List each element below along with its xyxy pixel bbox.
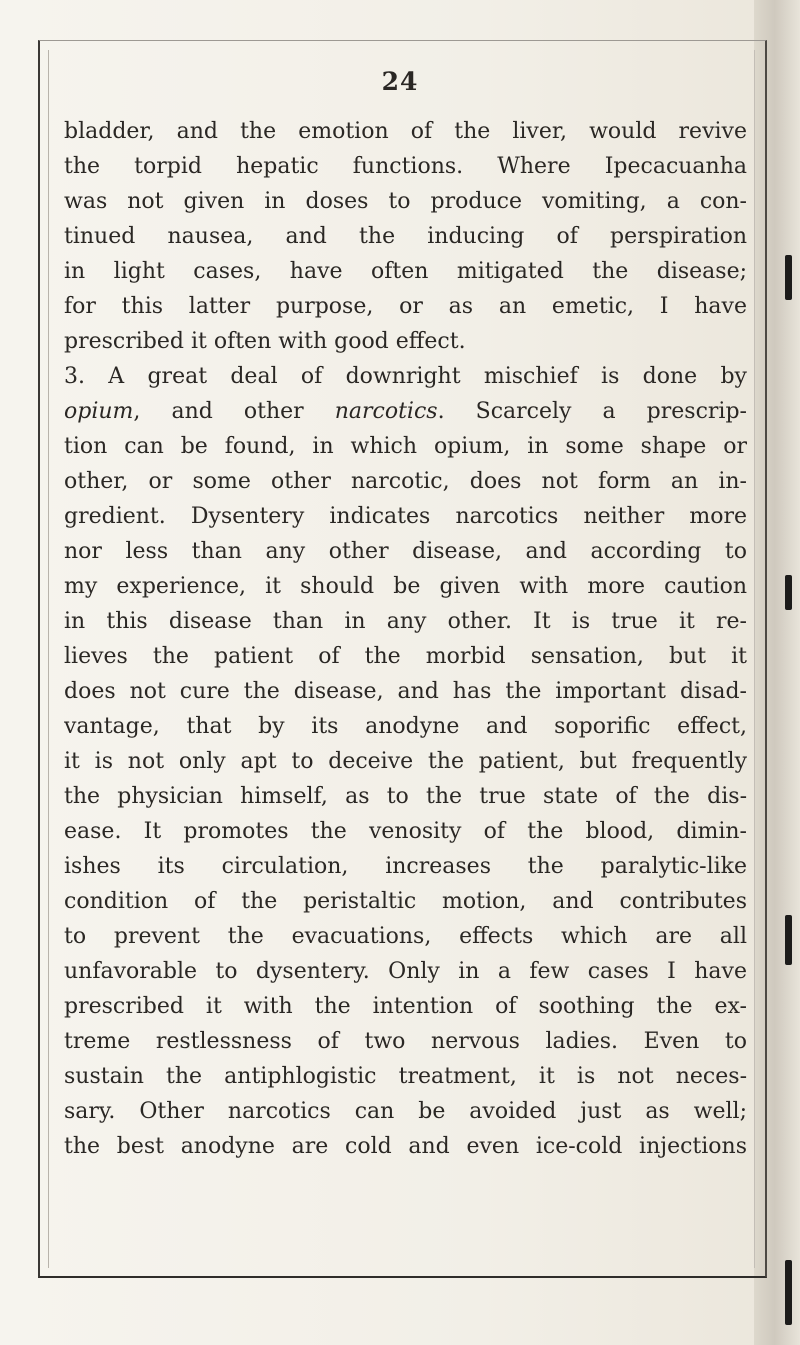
gutter-ink-mark xyxy=(785,575,792,610)
text-line-16: lieves the patient of the morbid sensation, but it xyxy=(64,644,747,669)
emphasis-word: opium xyxy=(64,399,134,424)
text-line-5: in light cases, have often mitigated the disease; xyxy=(64,259,747,284)
text-line-14: my experience, it should be given with more caution xyxy=(64,574,747,599)
text-line-3: was not given in doses to produce vomiting, a con- xyxy=(64,189,747,214)
text-line-27: treme restlessness of two nervous ladies. Even to xyxy=(64,1029,747,1054)
text-line-4: tinued nausea, and the inducing of perspiration xyxy=(64,224,747,249)
page-number: 24 xyxy=(381,67,419,96)
text-line-1: bladder, and the emotion of the liver, would revive xyxy=(64,119,747,144)
text-line-6: for this latter purpose, or as an emetic, I have xyxy=(64,294,747,319)
gutter-ink-mark xyxy=(785,255,792,300)
text-line-11: other, or some other narcotic, does not form an in- xyxy=(64,469,747,494)
text-line-13: nor less than any other disease, and according to xyxy=(64,539,747,564)
text-line-17: does not cure the disease, and has the important disad- xyxy=(64,679,747,704)
text-line-2: the torpid hepatic functions. Where Ipecacuanha xyxy=(64,154,747,179)
body-text xyxy=(64,114,747,1164)
text-line-26: prescribed it with the intention of soothing the ex- xyxy=(64,994,747,1019)
text-line-12: gredient. Dysentery indicates narcotics neither more xyxy=(64,504,747,529)
emphasis-word: narcotics xyxy=(334,399,438,424)
text-line-7: prescribed it often with good effect. xyxy=(64,329,466,354)
text-line-30: the best anodyne are cold and even ice-cold injections xyxy=(64,1134,747,1159)
text-line-8: 3. A great deal of downright mischief is done by xyxy=(64,364,747,389)
text-line-19: it is not only apt to deceive the patient, but frequently xyxy=(64,749,747,774)
text-line-20: the physician himself, as to the true state of the dis- xyxy=(64,784,747,809)
gutter-ink-mark xyxy=(785,1260,792,1325)
text-line-28: sustain the antiphlogistic treatment, it is not neces- xyxy=(64,1064,747,1089)
text-line-18: vantage, that by its anodyne and soporific effect, xyxy=(64,714,747,739)
text-line-15: in this disease than in any other. It is true it re- xyxy=(64,609,747,634)
text-line-23: condition of the peristaltic motion, and contributes xyxy=(64,889,747,914)
text-line-25: unfavorable to dysentery. Only in a few cases I have xyxy=(64,959,747,984)
gutter-ink-mark xyxy=(785,915,792,965)
text-line-10: tion can be found, in which opium, in some shape or xyxy=(64,434,747,459)
text-line-22: ishes its circulation, increases the paralytic-like xyxy=(64,854,747,879)
text-line-9: opium, and other narcotics. Scarcely a prescrip- xyxy=(64,399,747,424)
text-line-24: to prevent the evacuations, effects which are all xyxy=(64,924,747,949)
text-line-29: sary. Other narcotics can be avoided just as well; xyxy=(64,1099,747,1124)
text-line-21: ease. It promotes the venosity of the blood, dimin- xyxy=(64,819,747,844)
